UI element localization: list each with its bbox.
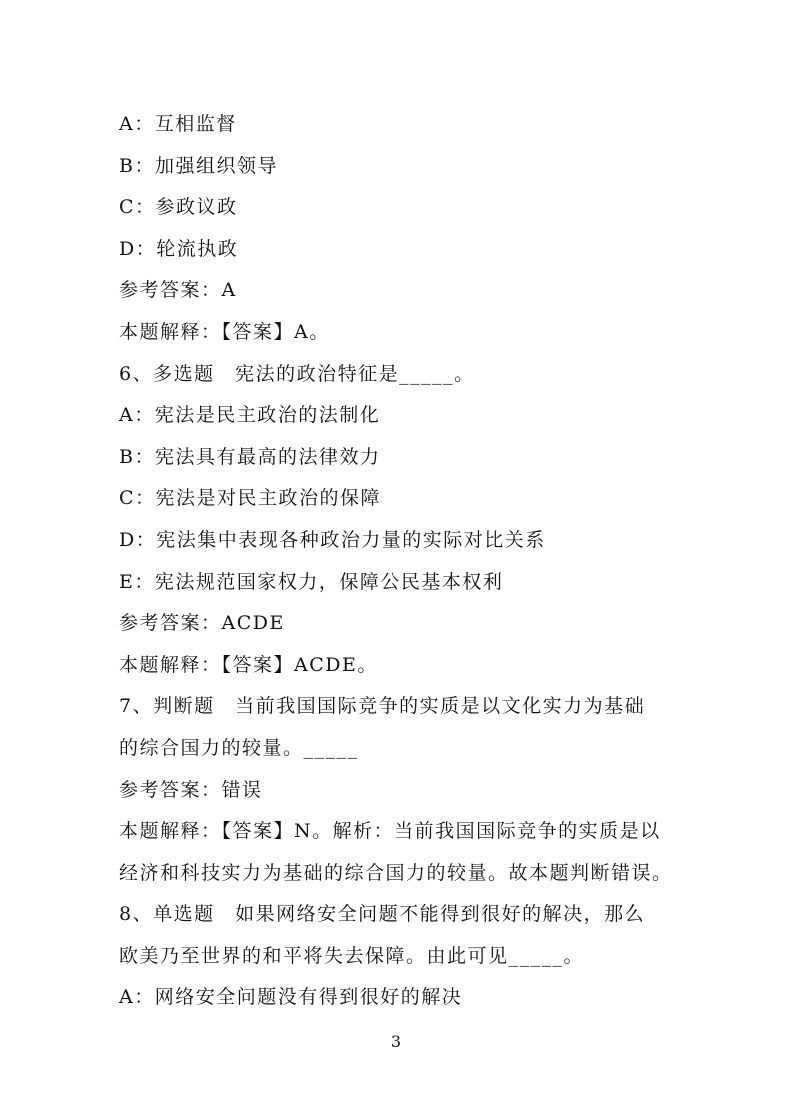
option-b-line: B：加强组织领导 <box>119 154 278 177</box>
question-6-explanation: 本题解释：【答案】ACDE。 <box>119 653 378 676</box>
page-number: 3 <box>390 1032 402 1051</box>
question-7-reference-answer: 参考答案：错误 <box>119 778 263 801</box>
question-7-explanation-line-2: 经济和科技实力为基础的综合国力的较量。故本题判断错误。 <box>119 861 673 884</box>
question-6-option-b: B：宪法具有最高的法律效力 <box>119 445 381 468</box>
option-a-line: A：互相监督 <box>119 113 237 135</box>
question-7-stem-line-2: 的综合国力的较量。_____ <box>119 736 359 759</box>
text-body <box>119 104 679 1019</box>
explanation-line: 本题解释：【答案】A。 <box>119 320 330 343</box>
reference-answer-line: 参考答案：A <box>119 279 237 302</box>
question-7-explanation-line-1: 本题解释：【答案】N。解析：当前我国国际竞争的实质是以 <box>119 820 661 843</box>
question-6-option-a: A：宪法是民主政治的法制化 <box>119 404 381 427</box>
option-d-line: D：轮流执政 <box>119 237 239 260</box>
question-8-option-a: A：网络安全问题没有得到很好的解决 <box>119 986 463 1009</box>
question-6-option-d: D：宪法集中表现各种政治力量的实际对比关系 <box>119 528 546 551</box>
question-6-stem: 6、多选题 宪法的政治特征是_____。 <box>119 362 475 385</box>
question-8-stem-line-2: 欧美乃至世界的和平将失去保障。由此可见_____。 <box>119 944 585 967</box>
question-6-option-c: C：宪法是对民主政治的保障 <box>119 487 382 510</box>
question-6-option-e: E：宪法规范国家权力，保障公民基本权利 <box>119 570 504 593</box>
question-7-stem-line-1: 7、判断题 当前我国国际竞争的实质是以文化实力为基础 <box>119 695 646 718</box>
question-8-stem-line-1: 8、单选题 如果网络安全问题不能得到很好的解决，那么 <box>119 903 646 926</box>
option-c-line: C：参政议政 <box>119 196 238 219</box>
question-6-reference-answer: 参考答案：ACDE <box>119 612 285 635</box>
